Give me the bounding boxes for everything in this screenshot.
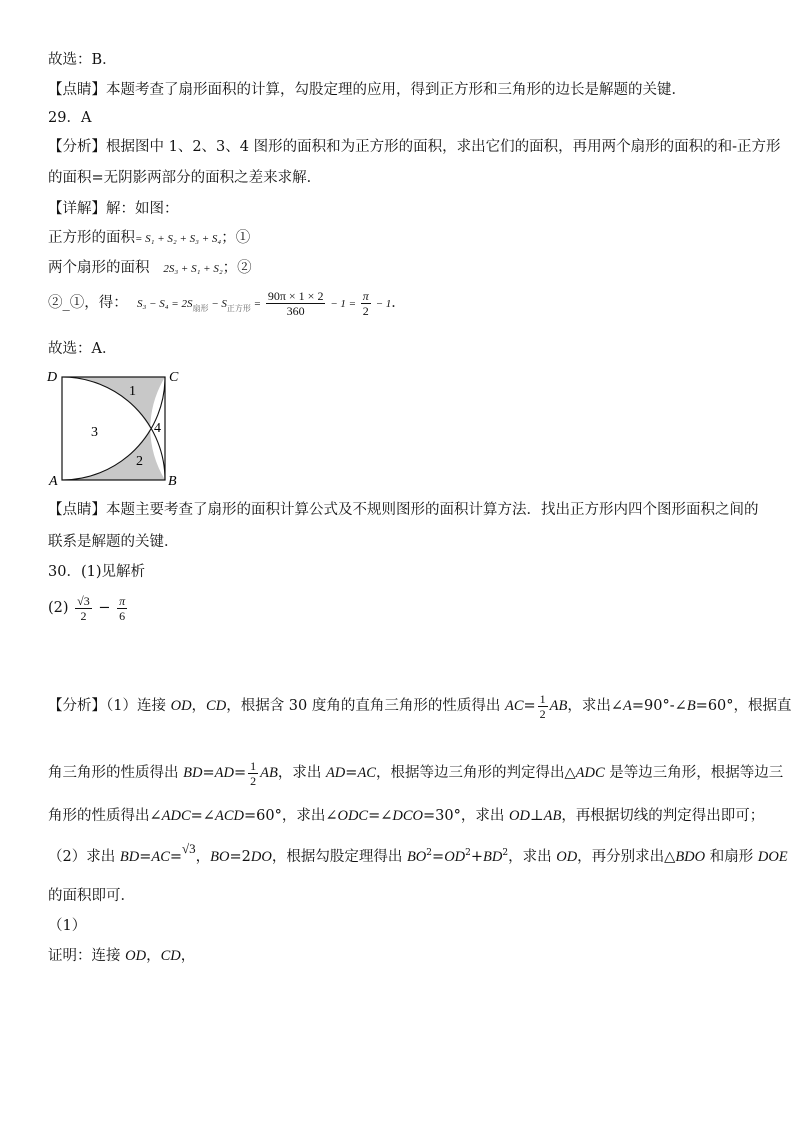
analysis-30-line4 — [48, 840, 788, 867]
text-seg: ，再根据切线的判定得出即可； — [561, 808, 765, 824]
text-seg: = — [169, 848, 183, 865]
fraction-pi-sixth — [117, 594, 127, 623]
text-seg: AD — [325, 765, 346, 781]
text-seg: BO — [210, 848, 230, 865]
region-label-4: 4 — [154, 421, 161, 436]
period-mark: ． — [391, 295, 406, 311]
text-seg: = — [523, 698, 536, 714]
text-seg: =2 — [229, 848, 251, 865]
sector-area-label: 两个扇形的面积 — [48, 260, 150, 276]
text-seg: = — [139, 848, 152, 865]
text-seg: DOE — [757, 848, 788, 865]
square-area-label: 正方形的面积 — [48, 230, 135, 246]
square-sector-figure — [44, 364, 184, 488]
text-seg: = — [233, 765, 247, 781]
text-seg: OD — [125, 948, 147, 964]
sector-area-formula: 2S₃ + S₁ + S₂ — [163, 263, 223, 275]
text-seg: CD — [160, 948, 181, 964]
vertex-label-b: B — [168, 474, 177, 488]
fraction-denominator: 360 — [286, 303, 305, 318]
text-seg: AB — [543, 808, 562, 824]
pi-sixth-numerator: π — [119, 593, 126, 608]
text-seg: =∠ — [190, 808, 215, 824]
text-seg: AC — [151, 848, 170, 865]
analysis-30-line2 — [48, 757, 783, 789]
text-seg: =90°-∠ — [631, 698, 687, 714]
text-seg: 角三角形的性质得出 — [48, 765, 184, 781]
text-seg: BO — [406, 848, 427, 865]
vertex-label-a: A — [49, 474, 58, 488]
half-numerator: 1 — [539, 691, 546, 706]
sqrt3-denominator: 2 — [80, 608, 87, 623]
text-seg: ，求出 — [508, 848, 557, 865]
sector-subscript: 扇形 — [192, 303, 209, 313]
text-seg: AB — [549, 698, 568, 714]
text-seg: =60°，求出∠ — [243, 808, 338, 824]
vertex-label-c: C — [169, 370, 179, 385]
text-seg: CD — [206, 698, 227, 714]
analysis-30-line1 — [48, 690, 792, 722]
subtraction-line — [48, 288, 406, 324]
text-seg: =30°，求出 — [423, 808, 509, 824]
part2-label: (2) — [48, 600, 69, 616]
text-seg: OD — [556, 848, 578, 865]
sqrt3-value: √3 — [182, 840, 196, 856]
analysis-line-29b: 的面积=无阴影两部分的面积之差来求解． — [48, 170, 322, 186]
minus-one: − 1 = — [327, 298, 359, 310]
text-seg: ，求出∠ — [567, 698, 624, 714]
text-seg: BDO — [675, 848, 706, 865]
square-area-mark: ；① — [221, 230, 251, 246]
text-seg: = — [345, 765, 358, 781]
square-area-formula: = S₁ + S₂ + S₃ + S₄ — [135, 233, 222, 245]
square-subscript: 正方形 — [226, 303, 251, 313]
shaded-region-upper — [62, 377, 165, 429]
detail-heading-29: 【详解】解：如图： — [48, 201, 179, 217]
text-seg: ，再分别求出△ — [577, 848, 676, 865]
text-seg: ， — [191, 698, 207, 714]
text-seg: ACD — [214, 808, 244, 824]
region-label-1: 1 — [129, 384, 136, 399]
pi-sixth-denominator: 6 — [119, 608, 126, 623]
text-seg: ，求出 — [277, 765, 326, 781]
text-seg: ， — [195, 848, 211, 865]
text-seg: ⊥ — [529, 808, 544, 824]
subtraction-label: ②_①，得： — [48, 295, 128, 311]
equals-sign: = — [250, 298, 264, 310]
minus-one-result: − 1 — [372, 298, 392, 310]
text-seg: ADC — [575, 765, 605, 781]
text-seg: =∠ — [368, 808, 393, 824]
text-seg: OD — [444, 848, 466, 865]
half-denominator: 2 — [250, 773, 257, 788]
pi-numerator: π — [362, 288, 369, 303]
sqrt3-numerator: √3 — [77, 593, 90, 608]
superscript: 2 — [465, 848, 471, 858]
comment-line-29b: 联系是解题的关键． — [48, 534, 179, 550]
text-seg: BD — [483, 848, 503, 865]
text-seg: AC — [504, 698, 524, 714]
analysis-line-29a: 【分析】根据图中 1、2、3、4 图形的面积和为正方形的面积，求出它们的面积，再用两个扇形的面积的和-正方形 — [48, 139, 781, 155]
fraction-pi-half — [361, 289, 371, 318]
text-seg: AD — [214, 765, 234, 781]
text-seg: =60°，根据直 — [695, 698, 792, 714]
text-seg: AC — [357, 765, 376, 781]
text-seg: 角形的性质得出∠ — [48, 808, 162, 824]
fraction-one-half — [538, 692, 548, 721]
fraction-sector-area — [266, 289, 326, 318]
region-label-3: 3 — [91, 425, 98, 440]
question-number-30: 30．(1)见解析 — [48, 564, 145, 580]
text-seg: BD — [119, 848, 140, 865]
text-seg: BD — [183, 765, 203, 781]
part1-label: （1） — [48, 918, 87, 934]
text-seg: DCO — [392, 808, 424, 824]
text-seg: ， — [180, 948, 196, 964]
text-seg: ODC — [337, 808, 369, 824]
answer-line-29: 故选：A． — [48, 341, 117, 357]
proof-line-1 — [48, 946, 195, 966]
question-number-29: 29．A — [48, 110, 92, 126]
text-seg: AB — [260, 765, 278, 781]
text-seg: ADC — [161, 808, 191, 824]
text-seg: （2）求出 — [48, 848, 120, 865]
text-seg: DO — [250, 848, 272, 865]
superscript: 2 — [426, 848, 433, 858]
superscript: 2 — [502, 848, 509, 858]
fraction-one-half-2 — [248, 759, 258, 788]
shaded-region-lower — [62, 429, 165, 481]
analysis-30-line3 — [48, 806, 764, 826]
answer-line-28: 故选：B． — [48, 52, 117, 68]
text-seg: A — [623, 698, 632, 714]
fraction-sqrt3-half — [75, 594, 92, 623]
half-numerator: 1 — [250, 758, 257, 773]
analysis-30-line5: 的面积即可． — [48, 888, 135, 904]
text-seg: + — [470, 848, 484, 865]
fraction-numerator: 90π × 1 × 2 — [267, 288, 324, 303]
sector-area-mark: ；② — [222, 260, 252, 276]
region-label-2: 2 — [136, 454, 143, 469]
text-seg: ，根据含 30 度角的直角三角形的性质得出 — [226, 698, 505, 714]
text-seg: OD — [509, 808, 530, 824]
comment-line-29a: 【点睛】本题主要考查了扇形的面积计算公式及不规则图形的面积计算方法．找出正方形内四个图形面积之间的 — [48, 502, 759, 518]
sector-area-line — [48, 258, 252, 279]
text-seg: 和扇形 — [705, 848, 758, 865]
text-seg: ，根据等边三角形的判定得出△ — [375, 765, 576, 781]
text-seg: ， — [146, 948, 161, 964]
square-area-line — [48, 228, 250, 249]
minus-s: − S — [208, 298, 227, 310]
text-seg: OD — [170, 698, 192, 714]
half-denominator: 2 — [539, 706, 546, 721]
text-seg: B — [686, 698, 696, 714]
subtraction-formula-left: S₃ − S₄ = 2S — [136, 298, 193, 310]
two-denominator: 2 — [362, 303, 369, 318]
comment-line-28: 【点睛】本题考查了扇形面积的计算，勾股定理的应用，得到正方形和三角形的边长是解题的关键． — [48, 82, 686, 98]
vertex-label-d: D — [47, 370, 58, 385]
text-seg: 证明：连接 — [48, 948, 126, 964]
answer-30-part2 — [48, 592, 129, 624]
text-seg: 【分析】（1）连接 — [48, 698, 171, 714]
text-seg: ，根据勾股定理得出 — [271, 848, 407, 865]
part2-minus: − — [93, 600, 116, 616]
text-seg: = — [202, 765, 215, 781]
text-seg: = — [432, 848, 445, 865]
text-seg: 是等边三角形，根据等边三 — [604, 765, 784, 781]
